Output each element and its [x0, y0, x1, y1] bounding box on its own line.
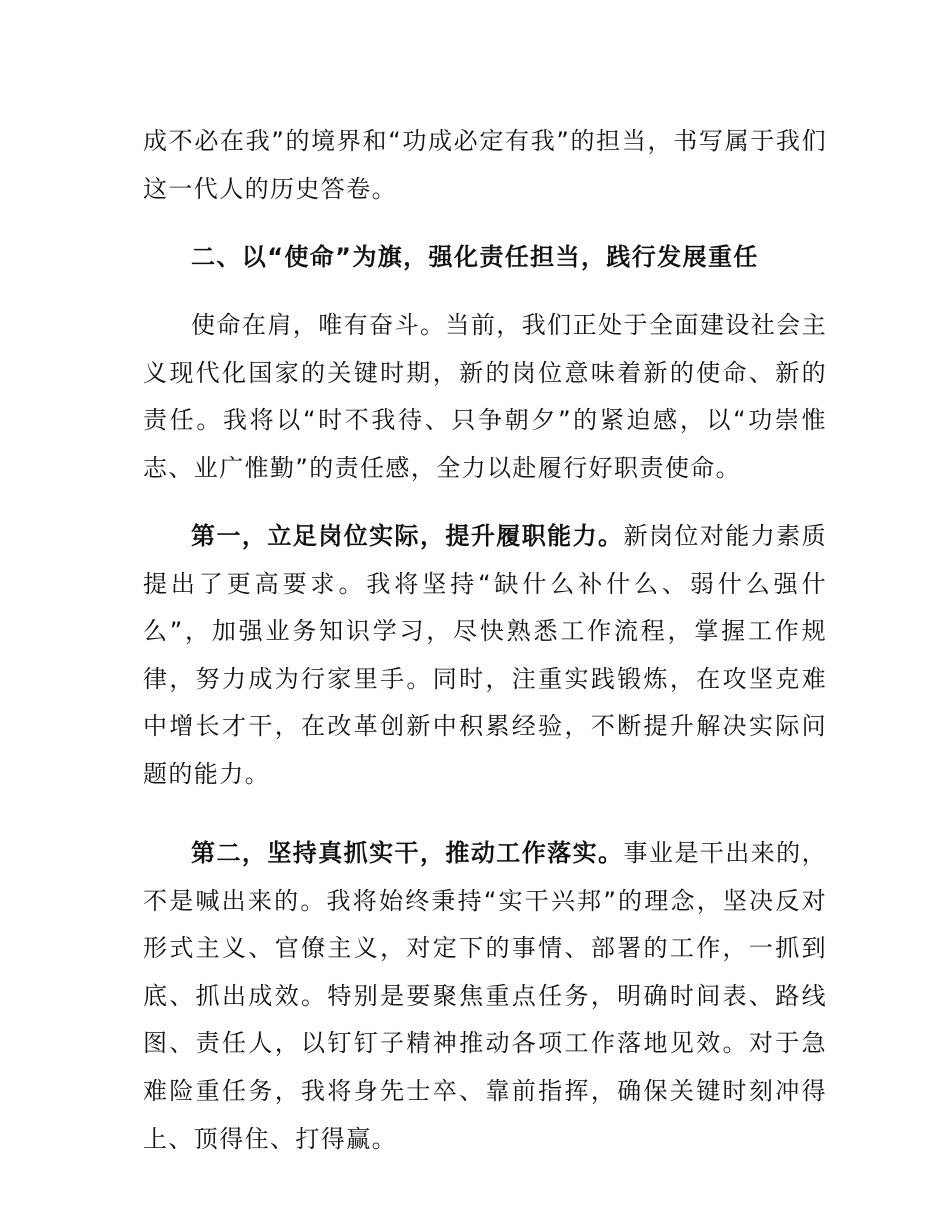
continued-paragraph: 成不必在我”的境界和“功成必定有我”的担当，书写属于我们这一代人的历史答卷。: [143, 127, 827, 203]
point-lead-2: 第二，坚持真抓实干，推动工作落实。: [191, 839, 624, 867]
point-body-1: 新岗位对能力素质提出了更高要求。我将坚持“缺什么补什么、弱什么强什么”，加强业务知识学习，尽快熟悉工作流程，掌握工作规律，努力成为行家里手。同时，注重实践锻炼，在攻坚克难中增长才干，在改革创新中积累经验，不断提升解决实际问题的能力。: [143, 522, 827, 788]
point-body-2: 事业是干出来的，不是喊出来的。我将始终秉持“实干兴邦”的理念，坚决反对形式主义、官僚主义，对定下的事情、部署的工作，一抓到底、抓出成效。特别是要聚焦重点任务，明确时间表、路线图、责任人，以钉钉子精神推动各项工作落地见效。对于急难险重任务，我将身先士卒、靠前指挥，确保关键时刻冲得上、顶得住、打得赢。: [143, 839, 827, 1153]
intro-paragraph: 使命在肩，唯有奋斗。当前，我们正处于全面建设社会主义现代化国家的关键时期，新的岗位意味着新的使命、新的责任。我将以“时不我待、只争朝夕”的紧迫感，以“功崇惟志、业广惟勤”的责任感，全力以赴履行好职责使命。: [143, 311, 827, 482]
section-heading: 二、以“使命”为旗，强化责任担当，践行发展重任: [191, 243, 759, 271]
point-lead-1: 第一，立足岗位实际，提升履职能力。: [191, 522, 624, 550]
point-paragraph-2: [143, 830, 827, 1163]
point-paragraph-1: [143, 513, 827, 799]
